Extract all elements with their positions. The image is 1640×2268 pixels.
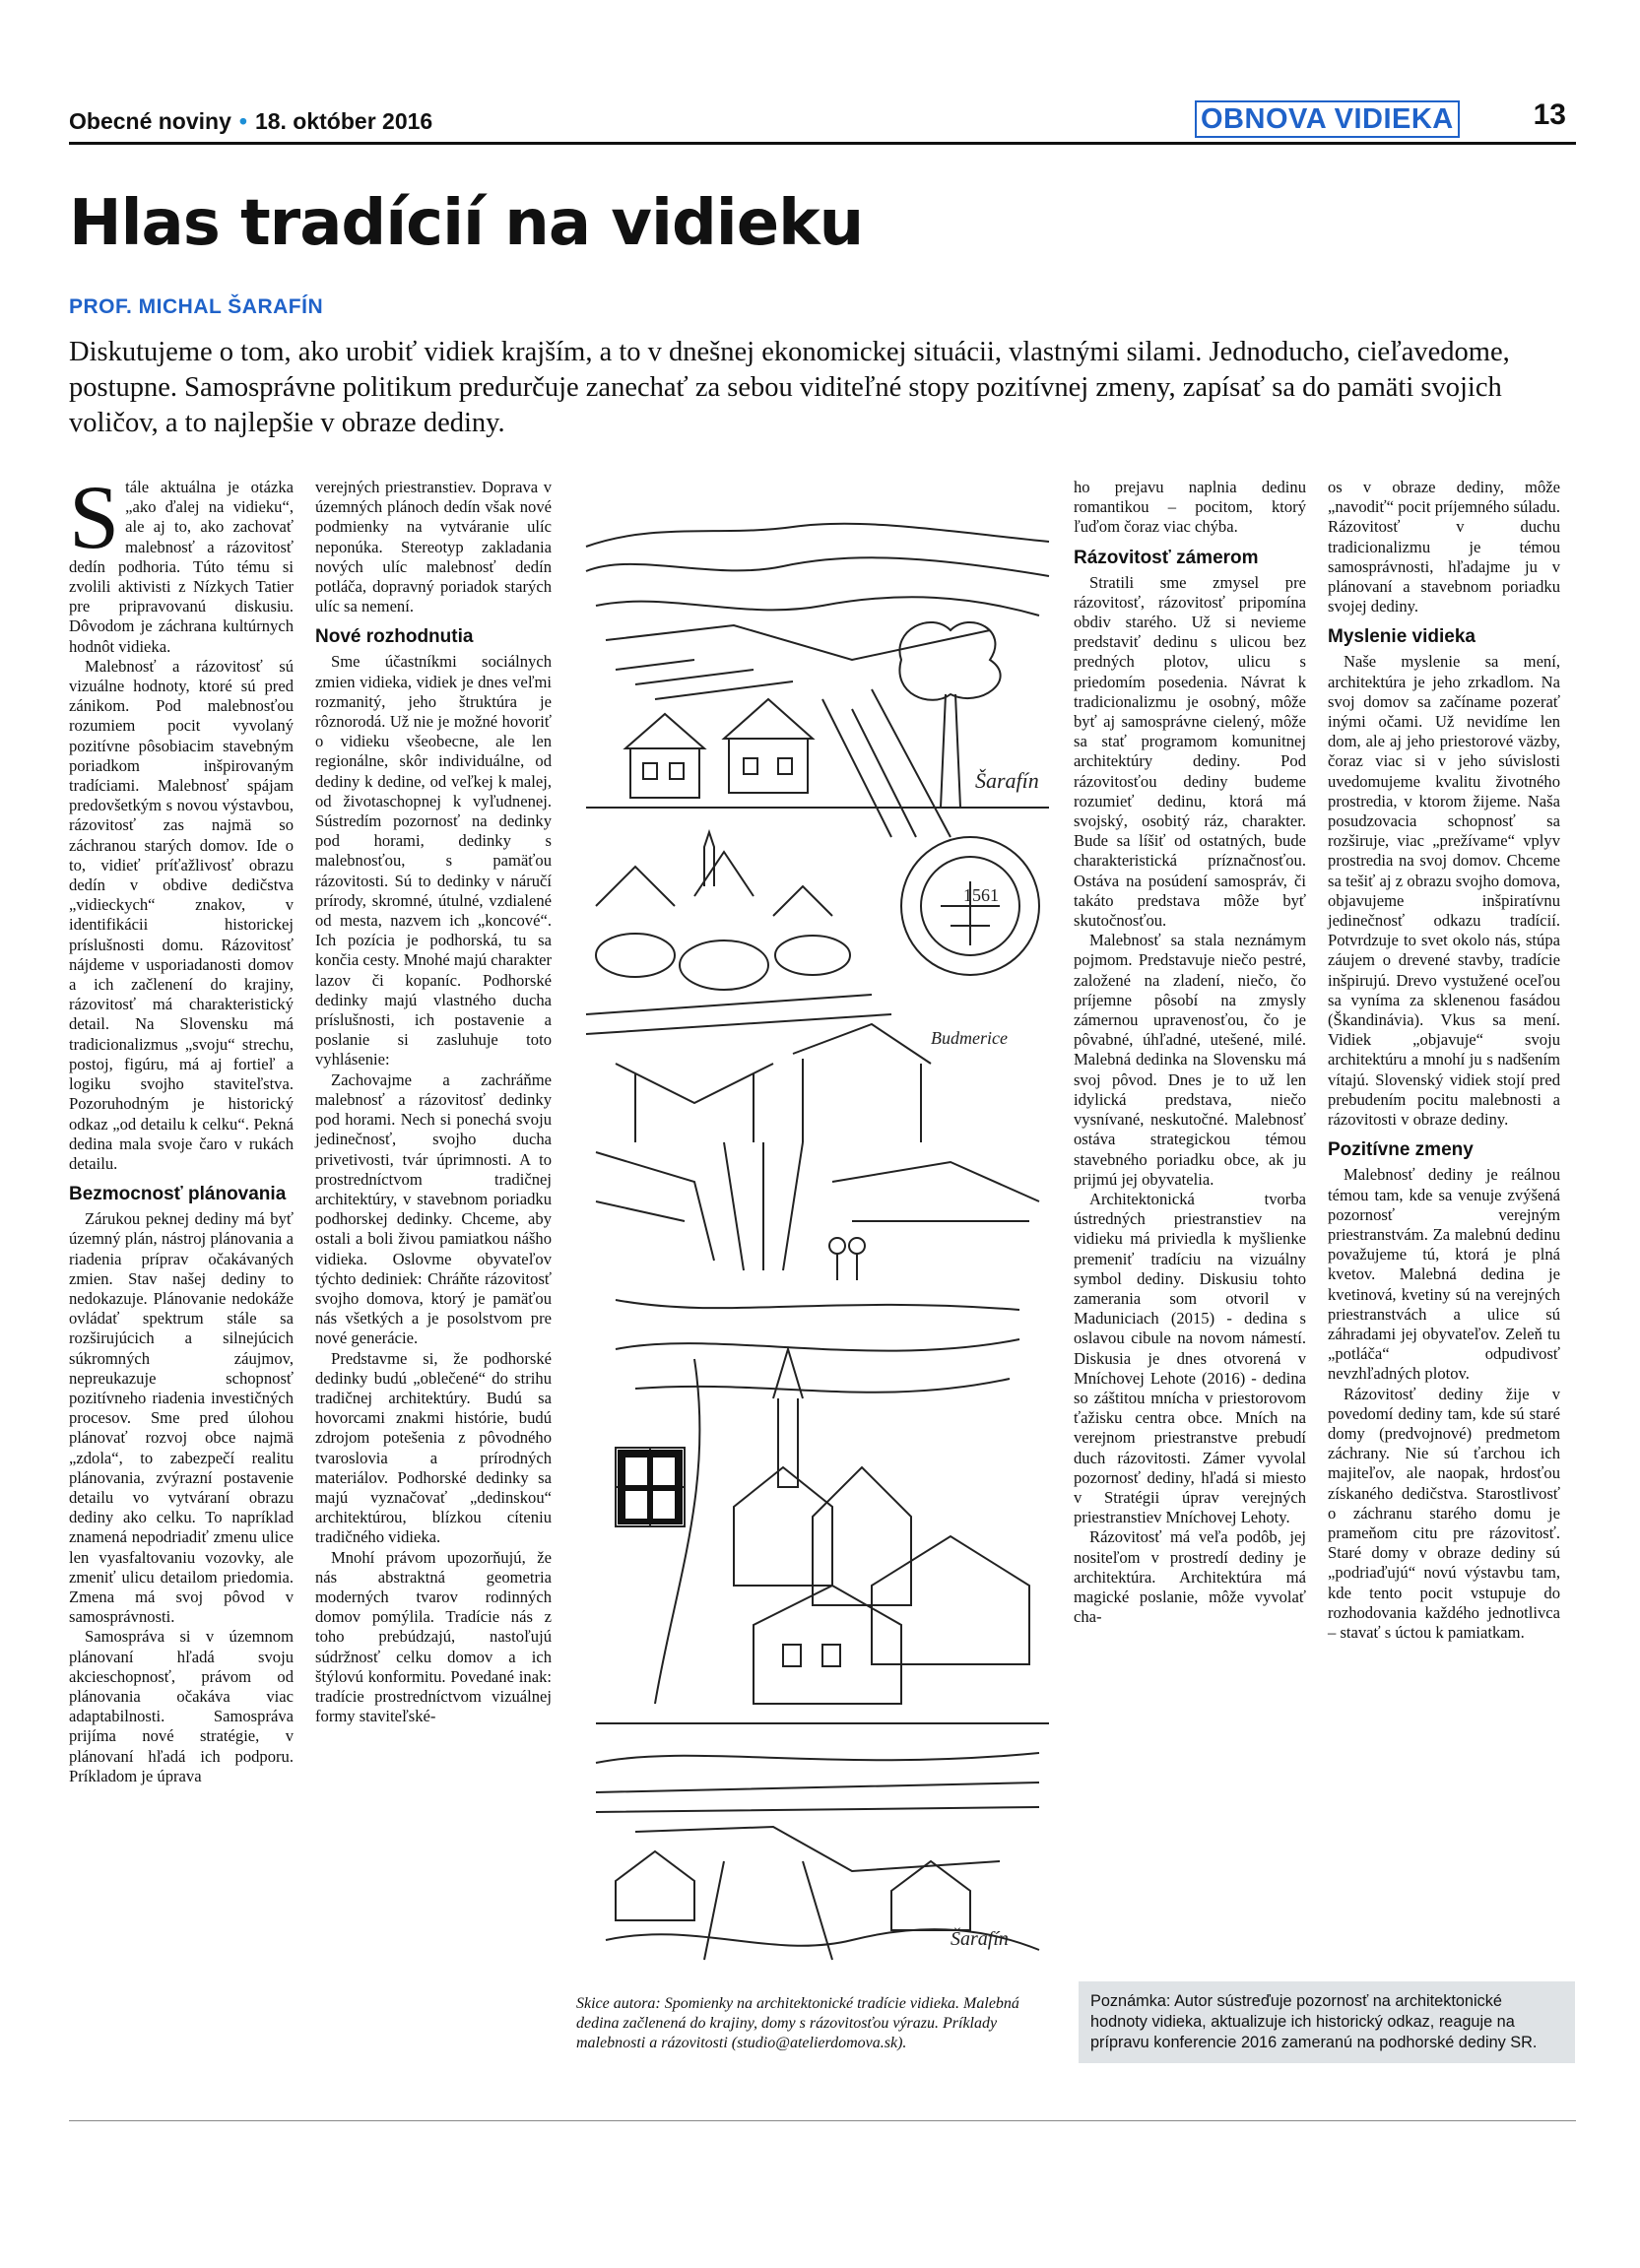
article-title: Hlas tradícií na vidieku [69,187,864,260]
paragraph: Architektonická tvorba ústredných priestranstiev na vidieku má priviedla k myšlienke premeniť tradíciu na vizuálny symbol dediny. Diskusiu tohto zamerania som otvoril v Maduniciach (2015) - dedina s oslavou cibule na novom námestí. Diskusia je dnes otvorená v Mníchovej Lehote (2016) - dedina so záštitou mnícha v priestorovom ťažisku centra obce. Mních na verejnom priestranstve prebudí duch rázovitosti. Zámer vyvolal pozornosť dediny, hľadá si miesto v Stratégii úprav verejných priestranstiev Mníchovej Lehoty. [1074,1189,1306,1527]
sketch-signature: Šarafín [951,1928,1009,1950]
column-4 [1328,478,1560,1643]
paragraph: Zachovajme a zachráňme malebnosť a rázovitosť dedinky pod horami. Nech si ponechá svoju jedinečnosť, svojho ducha privetivosti, tvár úprimnosti. A to prostredníctvom tradičnej architektúry, v stavebnom poriadku podhorskej dedinky. Chceme, aby ostali a boli živou pamiatkou nášho vidieka. Oslovme obyvateľov týchto dediniek: Chráňte rázovitosť svojho domova, ktorý je pamäťou nás všetkých a je posolstvom pre nové generácie. [315,1069,552,1348]
paragraph: Malebnosť a rázovitosť sú vizuálne hodnoty, ktoré sú pred zánikom. Pod malebnosťou rozumiem pocit vyvolaný pozitívne pôsobiacim stavebným poriadkom inšpirovaným tradíciami. Malebnosť spájam predovšetkým s novou výstavbou, rázovitosť zas najmä so záchranou starých domov. Ide o to, vidieť príťažlivosť obrazu dedín v obdive dedičstva „vidieckych“ znakov, v identifikácii historickej príslušnosti domu. Rázovitosť nájdeme v usporiadanosti domov a ich začlenení do krajiny, rázovitosť má charakteristický detail. Na Slovensku má tradicionalizmus „svoju“ strechu, postoj, figúru, má aj fortieľ a logiku svojho staviteľstva. Pozoruhodným je historický odkaz „od detailu k celku“. Pekná dedina mala svoje čaro v rukách detailu. [69,656,294,1173]
paragraph: ho prejavu naplnia dedinu romantikou – pocitom, ktorý ľuďom čoraz viac chýba. [1074,478,1306,537]
sketch-signature: Šarafín [975,768,1039,793]
paragraph: Rázovitosť dediny žije v povedomí dediny tam, kde sú staré domy (predvojnové) predmetom záchrany. Nie sú ťarchou ich majiteľov, ale naopak, hrdosťou získaného dedičstva. Starostlivosť o záchranu starého domu je prameňom citu pre rázovitosť. Staré domy v obraze dediny sú „podriaďujú“ novú výstavbu tam, kde tento pocit vstupuje do rozhodovania každého jednotlivca – stavať s úctou k pamiatkam. [1328,1384,1560,1642]
page-number: 13 [1533,98,1566,131]
paragraph: Sme účastníkmi sociálnych zmien vidieka, vidiek je dnes veľmi rozmanitý, jeho štruktúra je rôznorodá. Už nie je možné hovoriť o vidieku všeobecne, ale len regionálne, skôr individuálne, od dediny k dedine, od veľkej k malej, od životaschopnej k vyľudnenej. Sústredím pozornosť na dedinky pod horami, dedinky s malebnosťou, s pamäťou rázovitosti. Sú to dedinky v náručí prírody, skromné, útulné, vzdialené od mesta, nazvem ich „koncové“. Ich pozícia je podhorská, tu sa končia cesty. Mnohé majú charakter lazov či kopaníc. Podhorské dedinky majú vlastného ducha príslušnosti, ich postavenie a poslanie si zasluhuje toto vyhlásenie: [315,652,552,1069]
seal-year: 1561 [963,885,999,905]
paragraph: os v obraze dediny, môže „navodiť“ pocit príjemného súladu. Rázovitosť v duchu tradicionalizmu je témou samosprávnosti, hľadajme ju v plánovaní a stavebnom poriadku svojej dediny. [1328,478,1560,616]
column-2 [315,478,552,1726]
masthead [69,108,432,135]
paragraph: Naše myslenie sa mení, architektúra je jeho zrkadlom. Na svoj domov sa začíname pozerať inými očami. Už nevidíme len dom, ale aj jeho priestorové väzby, čoraz viac si v jeho súvislosti uvedomujeme kvalitu životného prostredia, v ktorom žijeme. Naša posudzovacia schopnosť sa rozširuje, viac „prežívame“ vplyv prostredia na svoj domov. Chceme sa tešiť aj z obrazu svojho domova, objavujeme inšpiratívnu jedinečnosť odkazu tradícií. Potvrdzuje to svet okolo nás, stúpa záujem o drevené stavby, tradície inšpirujú. Drevo vystužené oceľou sa vyníma za sklenenou fasádou (Škandinávia). Vkus sa mení. Vidiek „objavuje“ svoju architektúru a mnohí ju s nadšením vítajú. Slovenský vidiek stojí pred prebudením pocitu malebnosti a rázovitosti v obraze dediny. [1328,652,1560,1130]
subheading: Nové rozhodnutia [315,626,474,648]
paper-name: Obecné noviny [69,108,231,134]
paragraph: Stratili sme zmysel pre rázovitosť, rázovitosť pripomína obdiv starého. Už si nevieme predstaviť dedinu s ulicou bez predných plotov, ulicu s priedomím posedenia. Návrat k tradicionalizmu je osobný, môže byť aj samosprávne cielený, môže sa stať programom komunitnej architektúry dediny. Pod rázovitosťou dediny budeme rozumieť dedinu, ktorá má svojský, osobitý ráz, charakter. Bude sa líšiť od ostatných, bude charakteristická príznačnosťou. Ostáva na posúdení samospráv, či takáto predstava môže byť skutočnosťou. [1074,572,1306,931]
paragraph: Samospráva si v územnom plánovaní hľadá svoju akcieschopnosť, právom od plánovania očakáva viac adaptabilnosti. Samospráva prijíma nové stratégie, v plánovaní hľadá ich podporu. Príkladom je úprava [69,1627,294,1785]
subheading: Pozitívne zmeny [1328,1139,1474,1161]
subheading: Bezmocnosť plánovania [69,1184,287,1205]
sketch-drawings [576,512,1064,1970]
sketch-signature: Budmerice [931,1028,1008,1048]
column-1 [69,467,294,1786]
paragraph: Mnohí právom upozorňujú, že nás abstraktná geometria moderných tvarov rodinných domov pomýlila. Tradície nás z toho prebúdzajú, nastoľujú súdržnosť celku domov a ich štýlovú konformitu. Povedané inak: tradície prostredníctvom vizuálnej formy staviteľské- [315,1547,552,1726]
paragraph: Zárukou peknej dediny má byť územný plán, nástroj plánovania a riadenia príprav očakávaných zmien. Stav našej dediny to nedokazuje. Plánovanie nedokáže ovládať spektrum stále sa rozširujúcich a silnejúcich súkromných záujmov, nepreukazuje schopnosť pozitívneho riadenia investičných procesov. Sme pred úlohou plánovať rozvoj obce najmä „zdola“, to zabezpečí realitu plánovania, zvýrazní postavenie detailu vo vytváraní obrazu dediny ako celku. To napríklad znamená nepodriadiť zmenu ulice len vyasfaltovaniu vozovky, ale zmeniť ulicu detailom priedomia. Zmena má svoj pôvod v samosprávnosti. [69,1209,294,1627]
article-author: PROF. MICHAL ŠARAFÍN [69,295,324,318]
separator-dot: • [238,108,247,134]
paragraph: Malebnosť sa stala neznámym pojmom. Predstavuje niečo pestré, založené na zladení, niečo, čo príjemne pôsobí na zmysly zámernou upravenosťou, čo je pôvabné, úhľadné, utešené, milé. Malebná dedinka na Slovensku má svoj pôvod. Dnes je to už len idylická predstava, niečo vysnívané, neskutočné. Malebnosť ostáva strategickou témou stavebného poriadku obce, ak ju prijmú jej obyvatelia. [1074,931,1306,1189]
page-header [69,98,1576,145]
column-3 [1074,478,1306,1627]
sketch-illustrations [576,512,1064,1970]
paragraph: verejných priestranstiev. Doprava v územných plánoch dedín však nové podmienky na vytváranie ulíc neponúka. Stereotyp zakladania nových ulíc malebnosť dedín potláča, dopravný poriadok starých ulíc sa nemení. [315,478,552,616]
figure-caption: Skice autora: Spomienky na architektonické tradície vidieka. Malebná dedina začlenená do krajiny, domy s rázovitosťou výrazu. Príklady malebnosti a rázovitosti (studio@atelierdomova.sk). [576,1995,1019,2051]
paragraph: tále aktuálna je otázka „ako ďalej na vidieku“, ale aj to, ako zachovať malebnosť a rázovitosť dedín podhoria. Túto tému si zvolili aktivisti z Nízkych Tatier pre pripravovanú diskusiu. Dôvodom je záchrana kultúrnych hodnôt vidieka. [69,478,294,656]
paragraph: Malebnosť dediny je reálnou témou tam, kde sa venuje zvýšená pozornosť verejným priestranstvám. Za malebnú dedinu považujeme tú, ktorá je plná kvetov. Malebná dedina je kvetinová, kvetiny sú na verejných priestranstvách a ulice sú záhradami jej obyvateľov. Zeleň tu „potláča“ odpudivosť nevzhľadných plotov. [1328,1165,1560,1384]
section-label: OBNOVA VIDIEKA [1195,100,1460,138]
subheading: Rázovitosť zámerom [1074,547,1259,568]
bottom-divider [69,2120,1576,2121]
paragraph: Rázovitosť má veľa podôb, jej nositeľom v prostredí dediny je architektúra. Architektúra má magické poslanie, môže vyvolať cha- [1074,1527,1306,1627]
author-note: Poznámka: Autor sústreďuje pozornosť na architektonické hodnoty vidieka, aktualizuje ich historický odkaz, reaguje na prípravu konferencie 2016 zameranú na podhorské dediny SR. [1079,1981,1575,2063]
article-lead: Diskutujeme o tom, ako urobiť vidiek krajším, a to v dnešnej ekonomickej situácii, vlastnými silami. Jednoducho, cieľavedome, postupne. Samosprávne politikum predurčuje zanechať za sebou viditeľné stopy pozitívnej zmeny, zapísať sa do pamäti svojich voličov, a to najlepšie v obraze dediny. [69,337,1510,438]
paragraph: Predstavme si, že podhorské dedinky budú „oblečené“ do strihu tradičnej architektúry. Budú sa hovorcami znakmi histórie, budú zdrojom potešenia z pôvodného tvaroslovia a prírodných materiálov. Podhorské dedinky sa majú vyznačovať „dedinskou“ architektúrou, blízkou cíteniu tradičného vidieka. [315,1348,552,1547]
drop-cap: S [69,467,120,567]
issue-date: 18. október 2016 [254,108,433,134]
subheading: Myslenie vidieka [1328,626,1476,648]
